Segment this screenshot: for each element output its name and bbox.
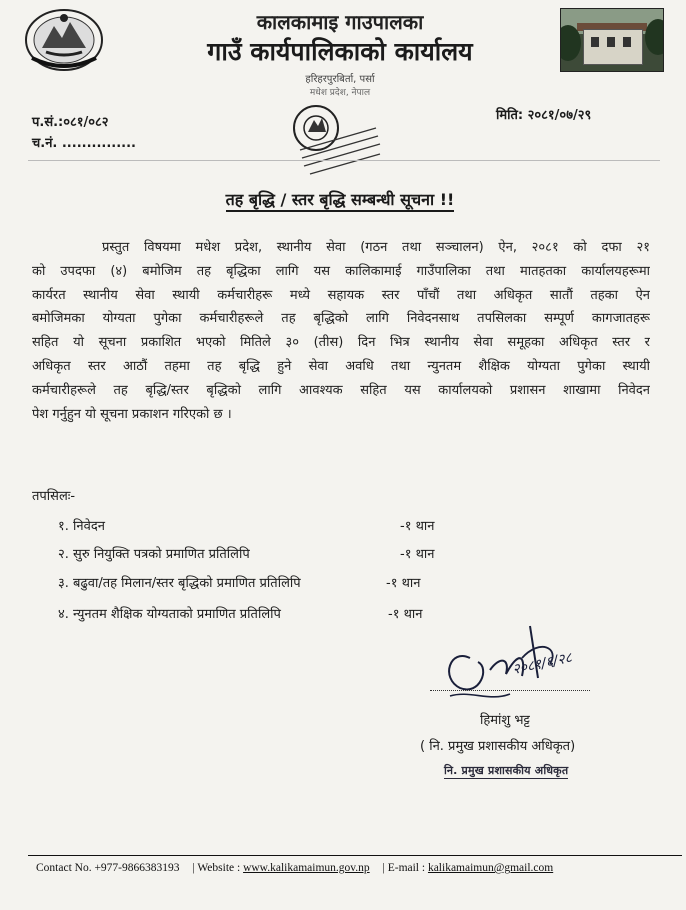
notice-date: मिति: २०८१/०७/२९ [496,108,592,123]
office-seal-stamp [290,100,382,176]
body-line: कार्यरत स्थानीय सेवा स्थायी कर्मचारीहरू मध्ये सहायक स्तर पाँचौं तथा अधिकृत सातौं तहका ऐन [32,287,650,303]
header-divider [28,160,660,161]
footer-website-link[interactable]: www.kalikamaimun.gov.np [243,862,370,874]
office-province: मधेश प्रदेश, नेपाल [309,88,371,98]
footer [36,862,553,874]
tapasil-item [58,544,435,562]
tapasil-item [58,516,435,534]
office-name: गाउँ कार्यपालिकाको कार्यालय [207,37,473,66]
signatory-role: ( नि. प्रमुख प्रशासकीय अधिकृत) [420,739,576,754]
handwritten-date: २०८१/६/२८ [511,649,574,679]
body-line: कर्मचारीहरूले तह बृद्धि/स्तर बृद्धिको लागि आवश्यक सहित यस कार्यालयको प्रशासन शाखामा निवेदन [32,382,650,398]
body-line: को उपदफा (४) बमोजिम तह बृद्धिका लागि यस कालिकामाई गाउँपालिका तथा मातहतका कार्यालयहरूमा [32,263,650,279]
footer-email-label: | E-mail : [382,862,426,874]
tapasil-item-text: १. निवेदन [58,519,105,534]
tapasil-item-text: २. सुरु नियुक्ति पत्रको प्रमाणित प्रतिलिपि [58,547,250,562]
tapasil-item [58,573,421,591]
tapasil-item [58,604,423,622]
notice-title [60,188,620,210]
tapasil-item-text: ३. बढुवा/तह मिलान/स्तर बृद्धिको प्रमाणित प्रतिलिपि [58,576,301,591]
office-building-photo [560,8,664,72]
notice-body [32,236,650,426]
footer-email-link[interactable]: kalikamaimun@gmail.com [427,862,554,874]
notice-title-text: तह बृद्धि / स्तर बृद्धि सम्बन्धी सूचना !! [226,190,455,212]
office-address: हरिहरपुरबिर्ता, पर्सा [305,74,375,85]
signature-line [430,690,590,691]
patra-sankhya: प.सं.:०८१/०८२ [32,115,109,130]
tapasil-item-qty: -१ थान [400,519,435,534]
tapasil-label: तपसिलः- [32,489,76,504]
footer-contact: Contact No. +977-9866383193 [36,862,180,874]
footer-website-label: | Website : [192,862,241,874]
tapasil-item-qty: -१ थान [386,576,421,591]
footer-divider [28,855,682,856]
body-line: बमोजिमका योग्यता पुगेका कर्मचारीहरूले तह बृद्धिको लागि निवेदनसाथ तपसिलका सम्पूर्ण कागजातहरू [32,311,650,327]
body-line: पेश गर्नुहुन यो सूचना प्रकाशन गरिएको छ । [32,406,232,422]
chalani-number: च.नं. ............... [32,136,136,151]
nepal-emblem-icon [24,8,104,72]
tapasil-item-text: ४. न्युनतम शैक्षिक योग्यताको प्रमाणित प्रतिलिपि [58,607,281,622]
body-line: प्रस्तुत विषयमा मधेश प्रदेश, स्थानीय सेवा (गठन तथा सञ्चालन) ऐन, २०८१ को दफा २१ [102,240,650,255]
tapasil-item-qty: -१ थान [388,607,423,622]
tapasil-item-qty: -१ थान [400,547,435,562]
signatory-name: हिमांशु भट्ट [480,713,530,728]
designation-stamp: नि. प्रमुख प्रशासकीय अधिकृत [444,764,569,777]
body-line: सहित यो सूचना प्रकाशित भएको मितिले ३० (तीस) दिन भित्र स्थानीय सेवा समूहका अधिकृत स्तर र [32,335,650,351]
municipality-name: कालकामाइ गाउपालका [256,10,424,34]
body-line: अधिकृत स्तर आठौं तहमा तह बृद्धि हुने सेवा अवधि तथा न्युनतम शैक्षिक योग्यता पुगेका स्थायी [32,358,650,374]
